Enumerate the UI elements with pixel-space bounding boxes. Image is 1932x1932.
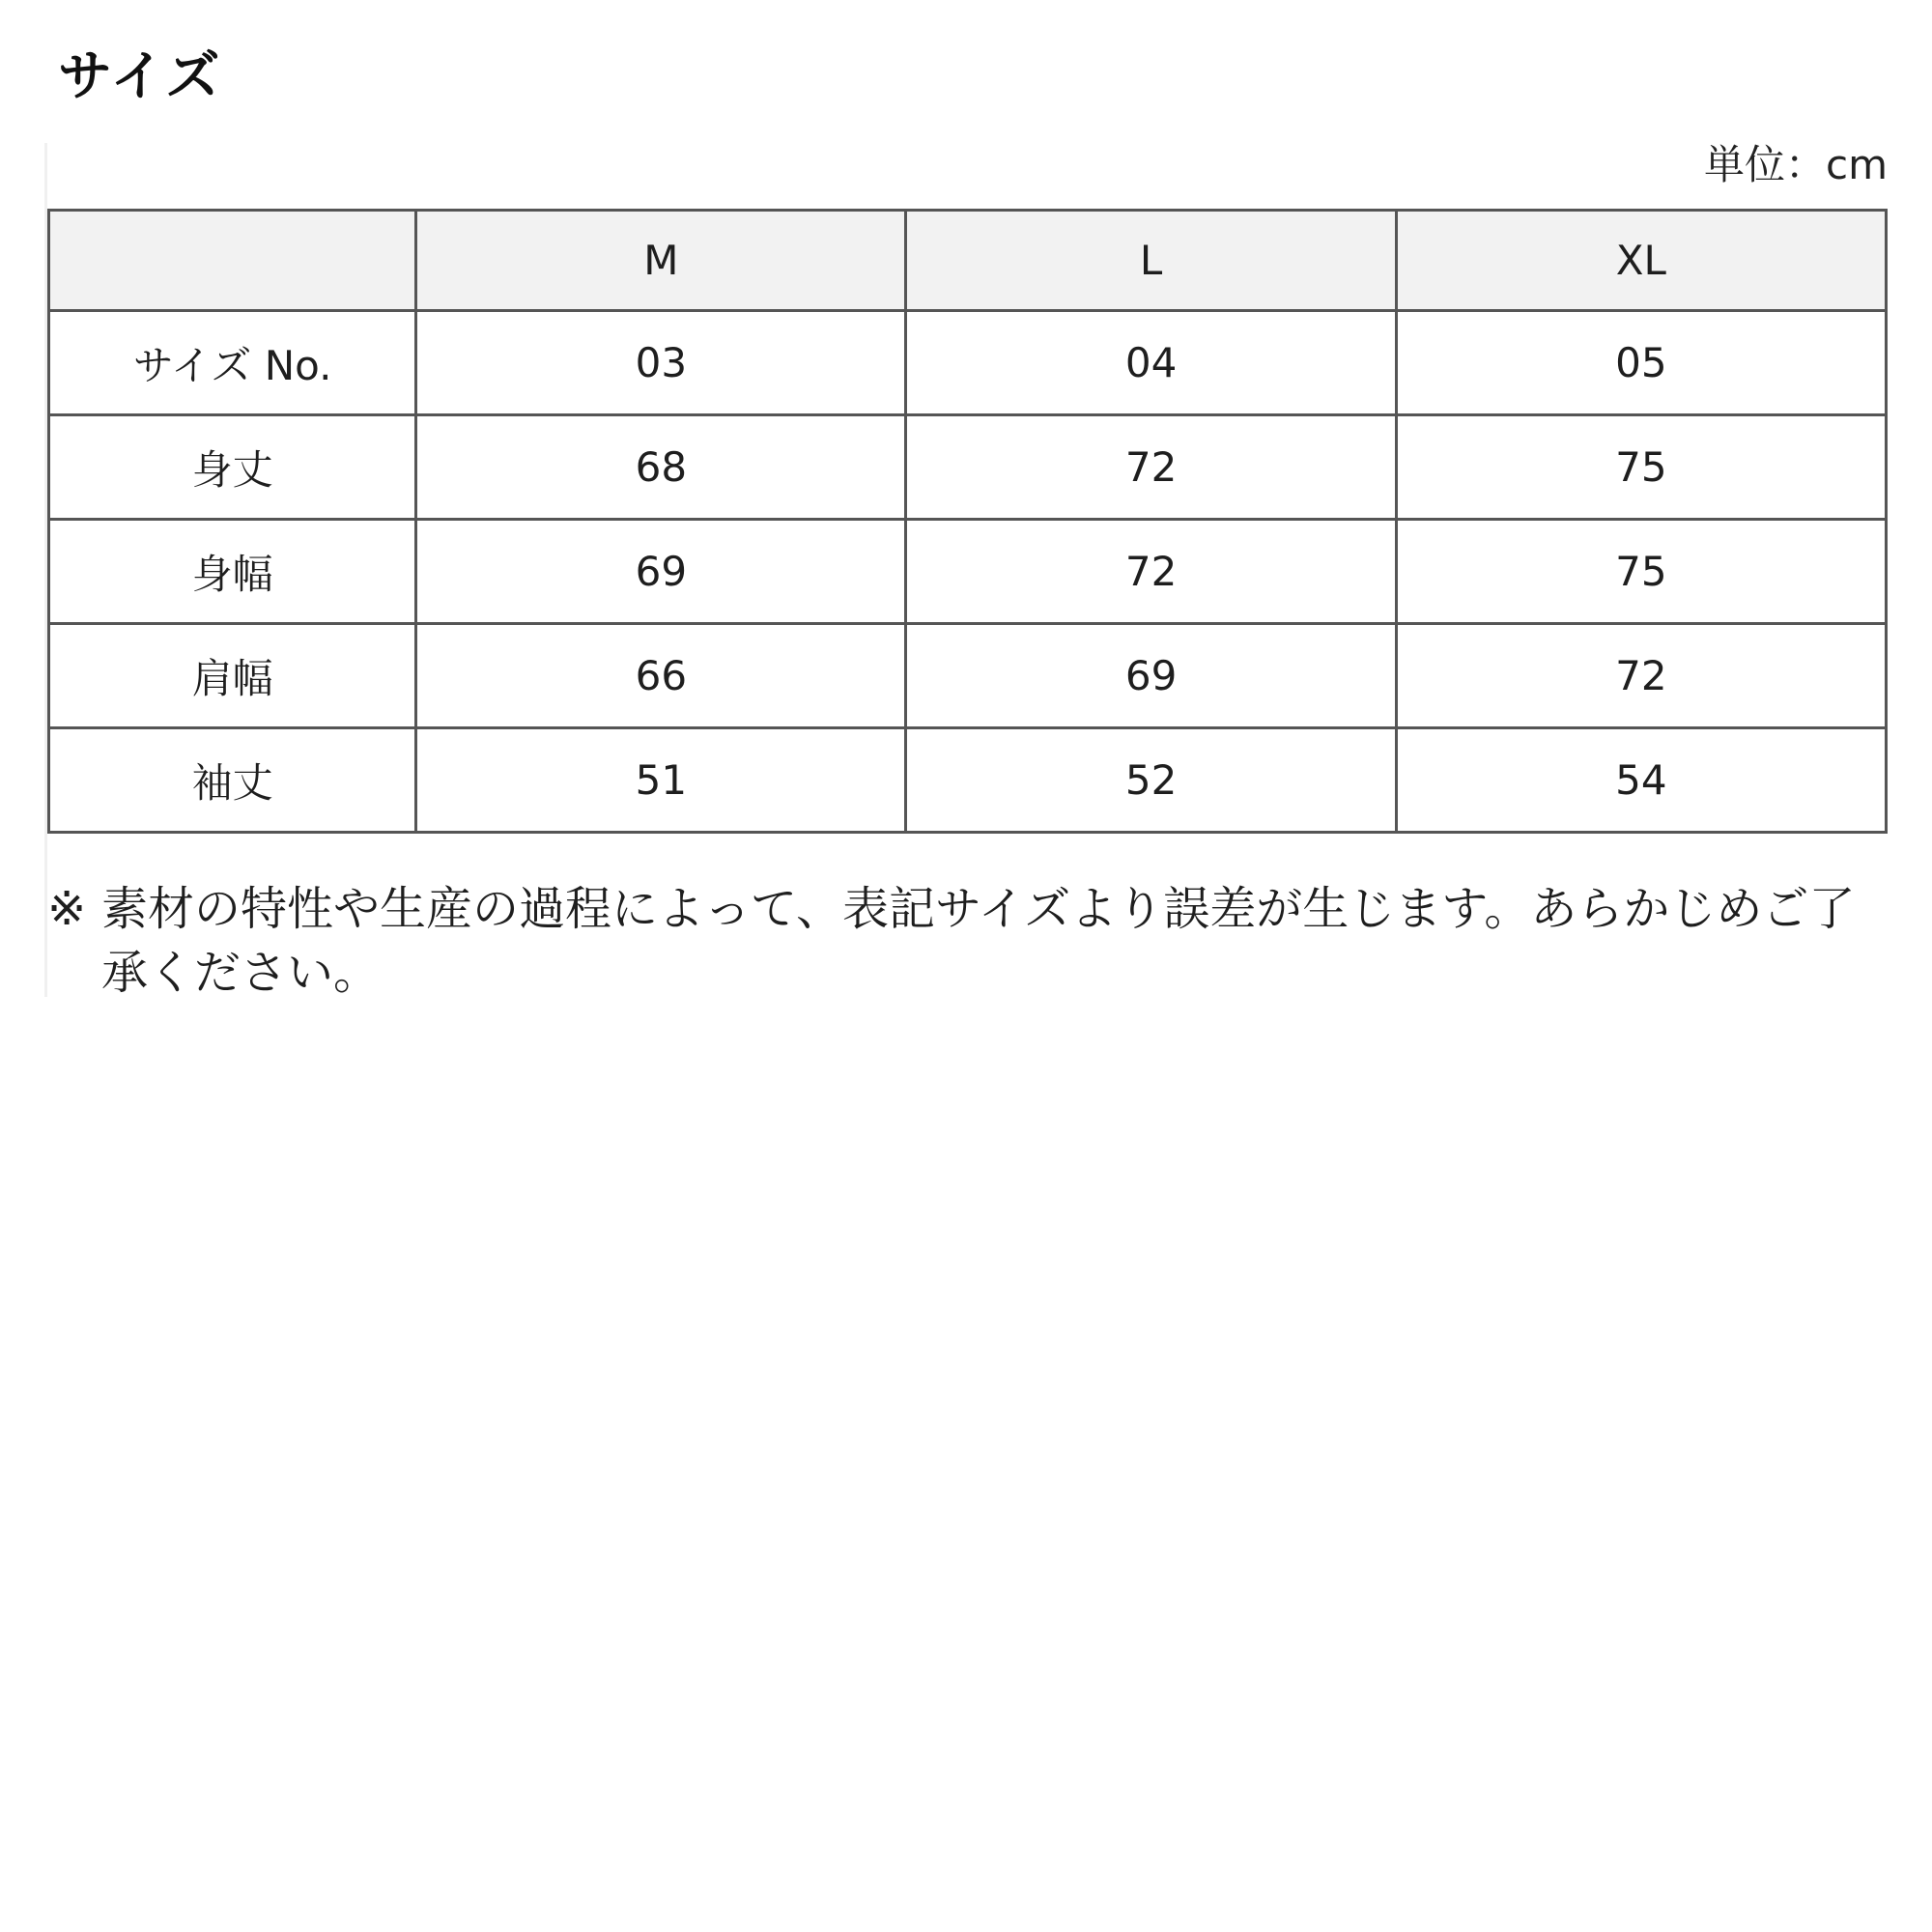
table-cell: 66 (416, 624, 906, 728)
table-cell: 72 (906, 520, 1396, 624)
note-text: 素材の特性や生産の過程によって、表記サイズより誤差が生じます。あらかじめご了承ください。 (101, 882, 1856, 993)
table-header-row (49, 211, 1887, 311)
note-mark: ※ (47, 882, 87, 936)
table-row (49, 415, 1887, 520)
row-label: 袖丈 (49, 728, 416, 833)
page-title: サイズ (58, 45, 222, 108)
row-label: サイズ No. (49, 311, 416, 415)
header-corner-cell (49, 211, 416, 311)
disclaimer-note (47, 877, 1873, 993)
table-cell: 69 (906, 624, 1396, 728)
table-cell: 75 (1396, 520, 1886, 624)
header-size-m: M (416, 211, 906, 311)
header-size-l: L (906, 211, 1396, 311)
table-cell: 72 (906, 415, 1396, 520)
table-row (49, 520, 1887, 624)
row-label: 身幅 (49, 520, 416, 624)
table-cell: 75 (1396, 415, 1886, 520)
table-cell: 05 (1396, 311, 1886, 415)
table-row (49, 728, 1887, 833)
table-cell: 52 (906, 728, 1396, 833)
row-label: 身丈 (49, 415, 416, 520)
table-cell: 72 (1396, 624, 1886, 728)
table-cell: 54 (1396, 728, 1886, 833)
table-cell: 51 (416, 728, 906, 833)
table-cell: 68 (416, 415, 906, 520)
size-table (47, 209, 1888, 834)
row-label: 肩幅 (49, 624, 416, 728)
table-row (49, 624, 1887, 728)
table-cell: 69 (416, 520, 906, 624)
unit-label: 単位：cm (1703, 141, 1888, 188)
table-cell: 03 (416, 311, 906, 415)
header-size-xl: XL (1396, 211, 1886, 311)
table-cell: 04 (906, 311, 1396, 415)
table-row (49, 311, 1887, 415)
